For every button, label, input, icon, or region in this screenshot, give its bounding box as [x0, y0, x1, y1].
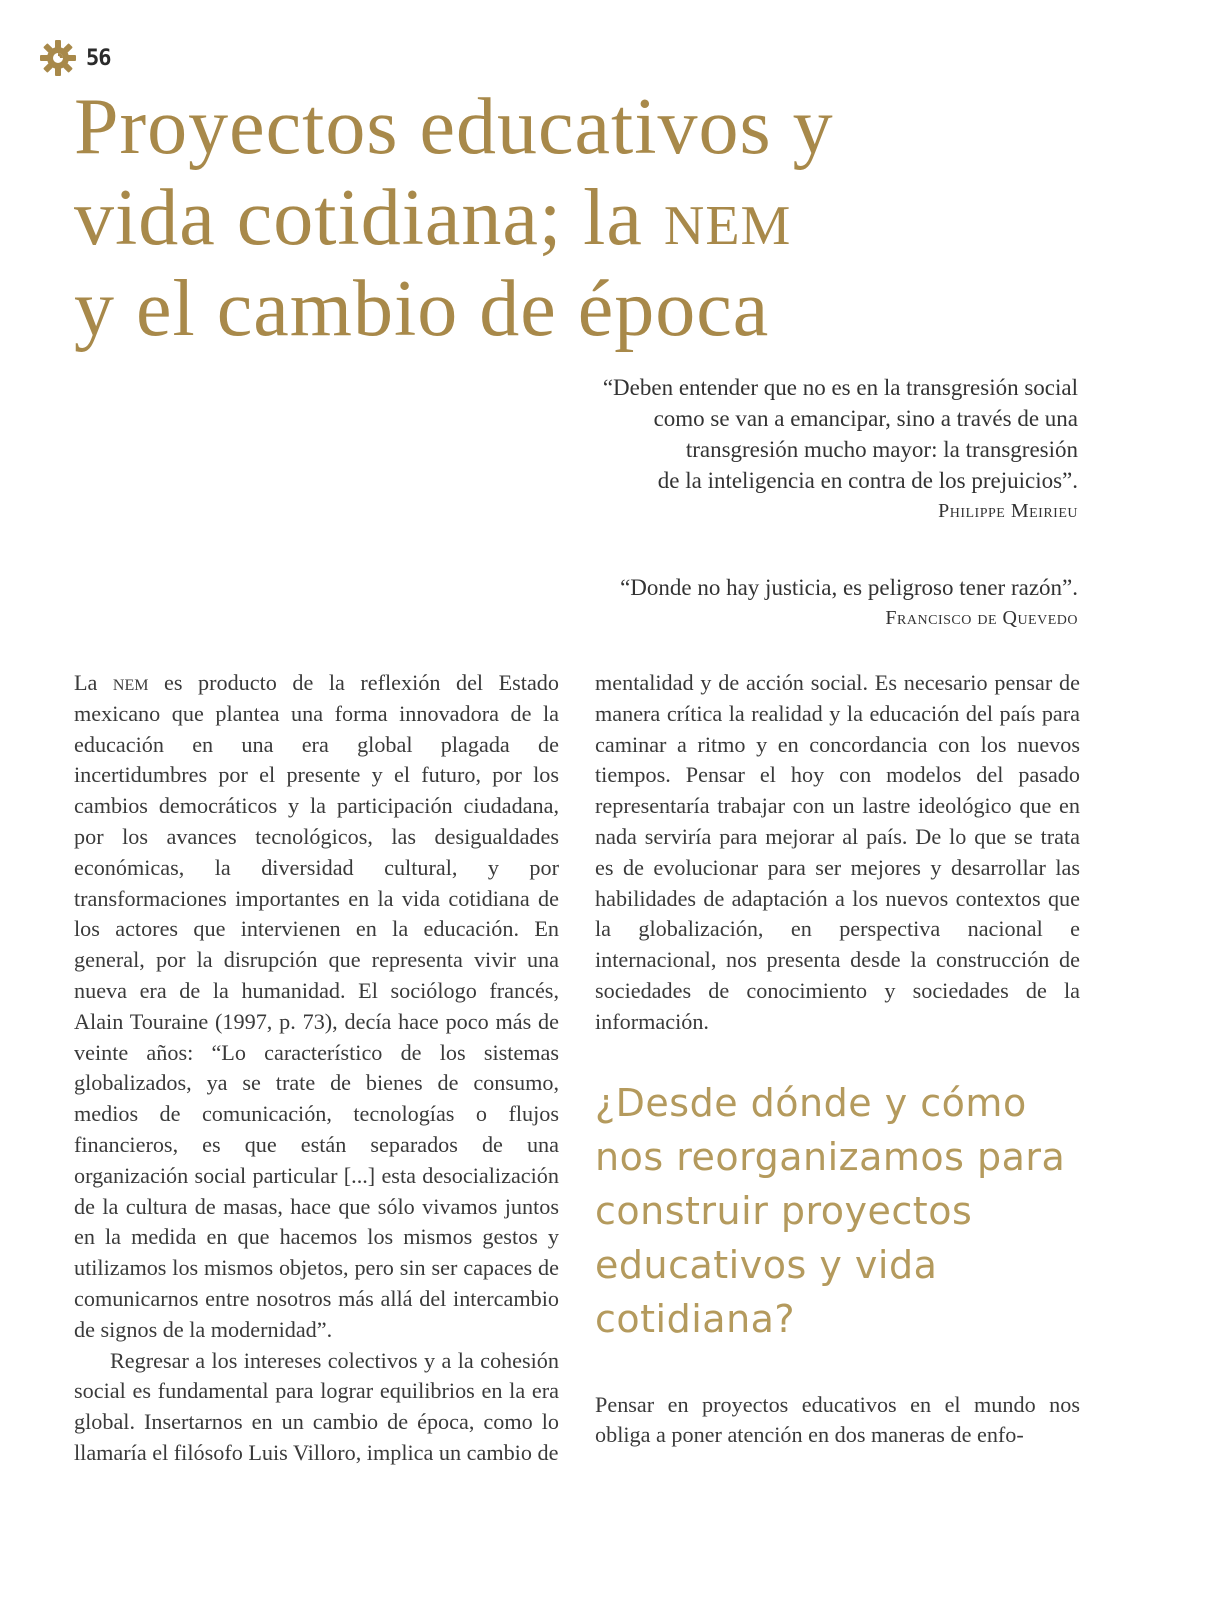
gear-ornament-icon: [38, 38, 78, 78]
epigraph-author: Francisco de Quevedo: [885, 607, 1078, 629]
epigraph-meirieu: [518, 372, 1078, 526]
epigraph-quevedo: [518, 572, 1078, 633]
body-paragraph-1: [74, 668, 559, 1346]
nem-abbreviation: nem: [112, 670, 149, 695]
title-line-2: [74, 173, 1074, 264]
page-header: [38, 38, 111, 78]
section-heading: ¿Desde dónde y cómo nos reorganizamos para construir proyectos educativos y vida cotidiana?: [595, 1080, 1066, 1341]
title-line-2-text: vida cotidiana; la: [74, 174, 664, 262]
paragraph-text: La: [74, 670, 113, 695]
epigraph-line: como se van a emancipar, sino a través de una: [653, 406, 1078, 431]
body-paragraph-2-continued: mentalidad y de acción social. Es necesario pensar de manera crítica la realidad y la educación del país para caminar a ritmo y en concordancia con los nuevos tiempos. Pensar el hoy con modelos del pasado representaría trabajar con un lastre ideológico que en nada serviría para mejorar al país. De lo que se trata es de evolucionar para ser mejores y desarrollar las habilidades de adaptación a los nuevos contextos que la globalización, en perspectiva nacional e internacional, nos presenta desde la construcción de sociedades de conocimiento y sociedades de la información.: [595, 670, 1080, 1034]
epigraph-line: “Deben entender que no es en la transgresión social: [602, 375, 1078, 400]
paragraph-text: es producto de la reflexión del Estado mexicano que plantea una forma innovadora de la educación en una era global plagada de incertidumbres por el presente y el futuro, por los cambios democráticos y la participación ciudadana, por los avances tecnológicos, las desigualdades económicas, la diversidad cultural, y por transformaciones importantes en la vida cotidiana de los actores que intervienen en la educación. En general, por la disrupción que representa vivir una nueva era de la humanidad. El sociólogo francés, Alain Touraine (1997, p. 73), decía hace poco más de veinte años: “Lo característico de los sistemas globalizados, ya se trate de bienes de consumo, medios de comunicación, tecnologías o flujos financieros, es que están separados de una organización social particular [...] esta desocialización de la cultura de masas, hace que sólo vivamos juntos en la medida en que hacemos los mismos gestos y utilizamos los mismos objetos, pero sin ser capaces de comunicarnos entre nosotros más allá del intercambio de signos de la modernidad”.: [74, 670, 559, 1342]
epigraph-author: Philippe Meirieu: [938, 500, 1078, 522]
page-title: [74, 82, 1074, 355]
epigraph-line: transgresión mucho mayor: la transgresión: [685, 437, 1078, 462]
epigraph-line: “Donde no hay justicia, es peligroso tener razón”.: [620, 575, 1078, 600]
page-number: 56: [86, 45, 111, 71]
epigraphs: [518, 372, 1078, 679]
body-paragraph-2: Regresar a los intereses colectivos y a la cohesión social es fundamental para lograr equilibrios en la era global. Insertarnos en un cambio de época, como lo llamaría el filósofo Luis Villoro, implica un cambio de: [74, 1347, 559, 1465]
title-line-1: Proyectos educativos y: [74, 83, 834, 171]
epigraph-line: de la inteligencia en contra de los prejuicios”.: [657, 468, 1078, 493]
body-paragraph-3: Pensar en proyectos educativos en el mundo nos obliga a poner atención en dos maneras de enfo-: [595, 1391, 1080, 1448]
left-column: [74, 668, 559, 1469]
title-abbreviation: nem: [663, 174, 792, 262]
title-line-3: y el cambio de época: [74, 265, 770, 353]
right-column: [595, 668, 1080, 1451]
